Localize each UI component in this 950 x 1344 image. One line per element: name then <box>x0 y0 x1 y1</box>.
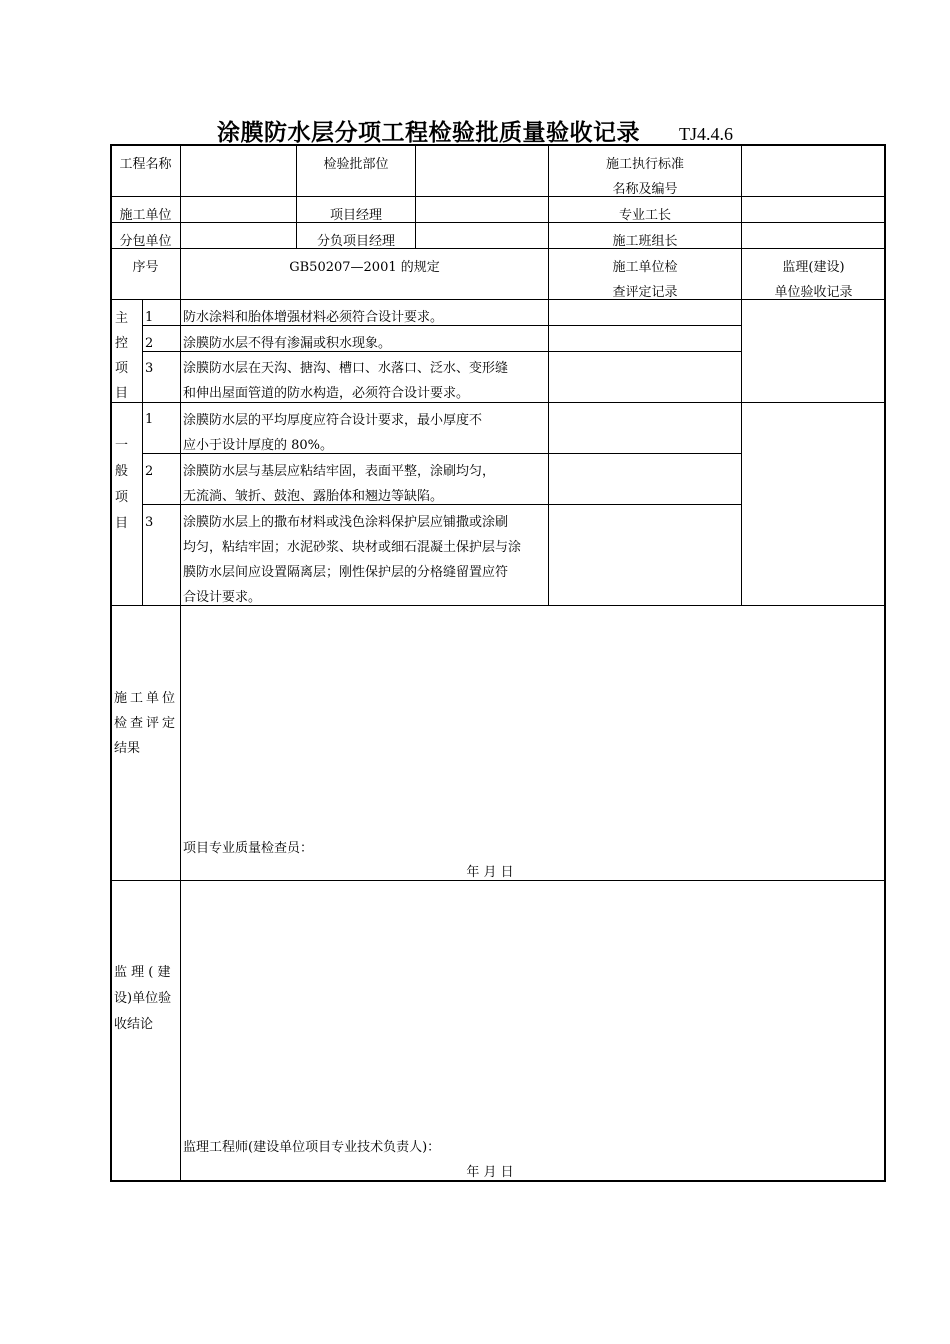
main-items-label: 目 <box>115 386 129 401</box>
document-title <box>0 114 950 147</box>
team-leader-label: 施工班组长 <box>612 234 678 249</box>
contractor-label: 施工单位 <box>119 208 172 223</box>
grid-line <box>110 222 886 223</box>
supervising-engineer-signature: 监理工程师(建设单位项目专业技术负责人)： <box>183 1140 441 1155</box>
contractor-result-label: 检查评定 <box>114 716 179 731</box>
supervisor-record-header-line1: 监理(建设) <box>782 260 845 275</box>
item-number: 3 <box>145 361 154 376</box>
grid-line <box>180 144 181 1182</box>
supervisor-result-label: 收结论 <box>114 1017 154 1032</box>
item-number: 1 <box>145 412 154 427</box>
contractor-record-header-line1: 施工单位检 <box>612 260 678 275</box>
item-requirement: 膜防水层间应设置隔离层；刚性保护层的分格缝留置应符 <box>183 565 509 580</box>
grid-line <box>110 248 886 249</box>
item-requirement: 涂膜防水层不得有渗漏或积水现象。 <box>183 336 392 351</box>
general-items-label: 项 <box>115 490 129 505</box>
item-requirement: 涂膜防水层上的撒布材料或浅色涂料保护层应铺撒或涂刷 <box>183 515 509 530</box>
item-requirement: 和伸出屋面管道的防水构造，必须符合设计要求。 <box>183 386 470 401</box>
main-items-label: 项 <box>115 361 129 376</box>
grid-line <box>142 299 143 605</box>
item-requirement: 合设计要求。 <box>183 590 262 605</box>
item-number: 2 <box>145 336 154 351</box>
item-requirement: 均匀，粘结牢固；水泥砂浆、块材或细石混凝土保护层与涂 <box>183 540 522 555</box>
item-requirement: 应小于设计厚度的 80%。 <box>183 438 334 453</box>
grid-line <box>741 144 742 605</box>
form-title: 涂膜防水层分项工程检验批质量验收记录 <box>216 120 640 146</box>
spec-header: GB50207—2001 的规定 <box>289 260 440 275</box>
general-items-label: 目 <box>115 516 129 531</box>
standard-label-line1: 施工执行标准 <box>605 157 684 172</box>
item-requirement: 无流淌、皱折、鼓泡、露胎体和翘边等缺陷。 <box>183 489 444 504</box>
contractor-result-label: 施工单位 <box>114 691 179 706</box>
general-items-label: 一 <box>115 438 129 453</box>
item-requirement: 涂膜防水层在天沟、搪沟、槽口、水落口、泛水、变形缝 <box>183 361 509 376</box>
sub-manager-label: 分负项目经理 <box>316 234 395 249</box>
item-number: 1 <box>145 310 154 325</box>
supervisor-record-header-line2: 单位验收记录 <box>774 285 853 300</box>
item-requirement: 涂膜防水层与基层应粘结牢固，表面平整，涂刷均匀， <box>183 464 496 479</box>
grid-line <box>110 196 886 197</box>
quality-inspector-signature: 项目专业质量检查员： <box>183 841 314 856</box>
contractor-result-label: 结果 <box>114 741 141 756</box>
item-number: 2 <box>145 464 154 479</box>
main-items-label: 控 <box>115 336 129 351</box>
supervisor-result-label: 设)单位验 <box>114 991 172 1006</box>
subcontractor-label: 分包单位 <box>119 234 172 249</box>
supervisor-result-label: 监 理 ( 建 <box>114 965 171 980</box>
item-requirement: 防水涂料和胎体增强材料必须符合设计要求。 <box>183 310 444 325</box>
form-code: TJ4.4.6 <box>679 124 734 144</box>
contractor-record-header-line2: 查评定记录 <box>612 285 678 300</box>
foreman-label: 专业工长 <box>618 208 671 223</box>
seq-header: 序号 <box>132 260 159 275</box>
standard-label-line2: 名称及编号 <box>612 182 678 197</box>
project-manager-label: 项目经理 <box>329 208 382 223</box>
item-number: 3 <box>145 515 154 530</box>
project-name-label: 工程名称 <box>119 157 172 172</box>
date-line: 年 月 日 <box>466 865 514 880</box>
grid-line <box>415 144 416 248</box>
main-items-label: 主 <box>115 311 129 326</box>
item-requirement: 涂膜防水层的平均厚度应符合设计要求，最小厚度不 <box>183 413 483 428</box>
inspection-part-label: 检验批部位 <box>323 157 389 172</box>
general-items-label: 般 <box>115 464 129 479</box>
date-line: 年 月 日 <box>466 1165 514 1180</box>
